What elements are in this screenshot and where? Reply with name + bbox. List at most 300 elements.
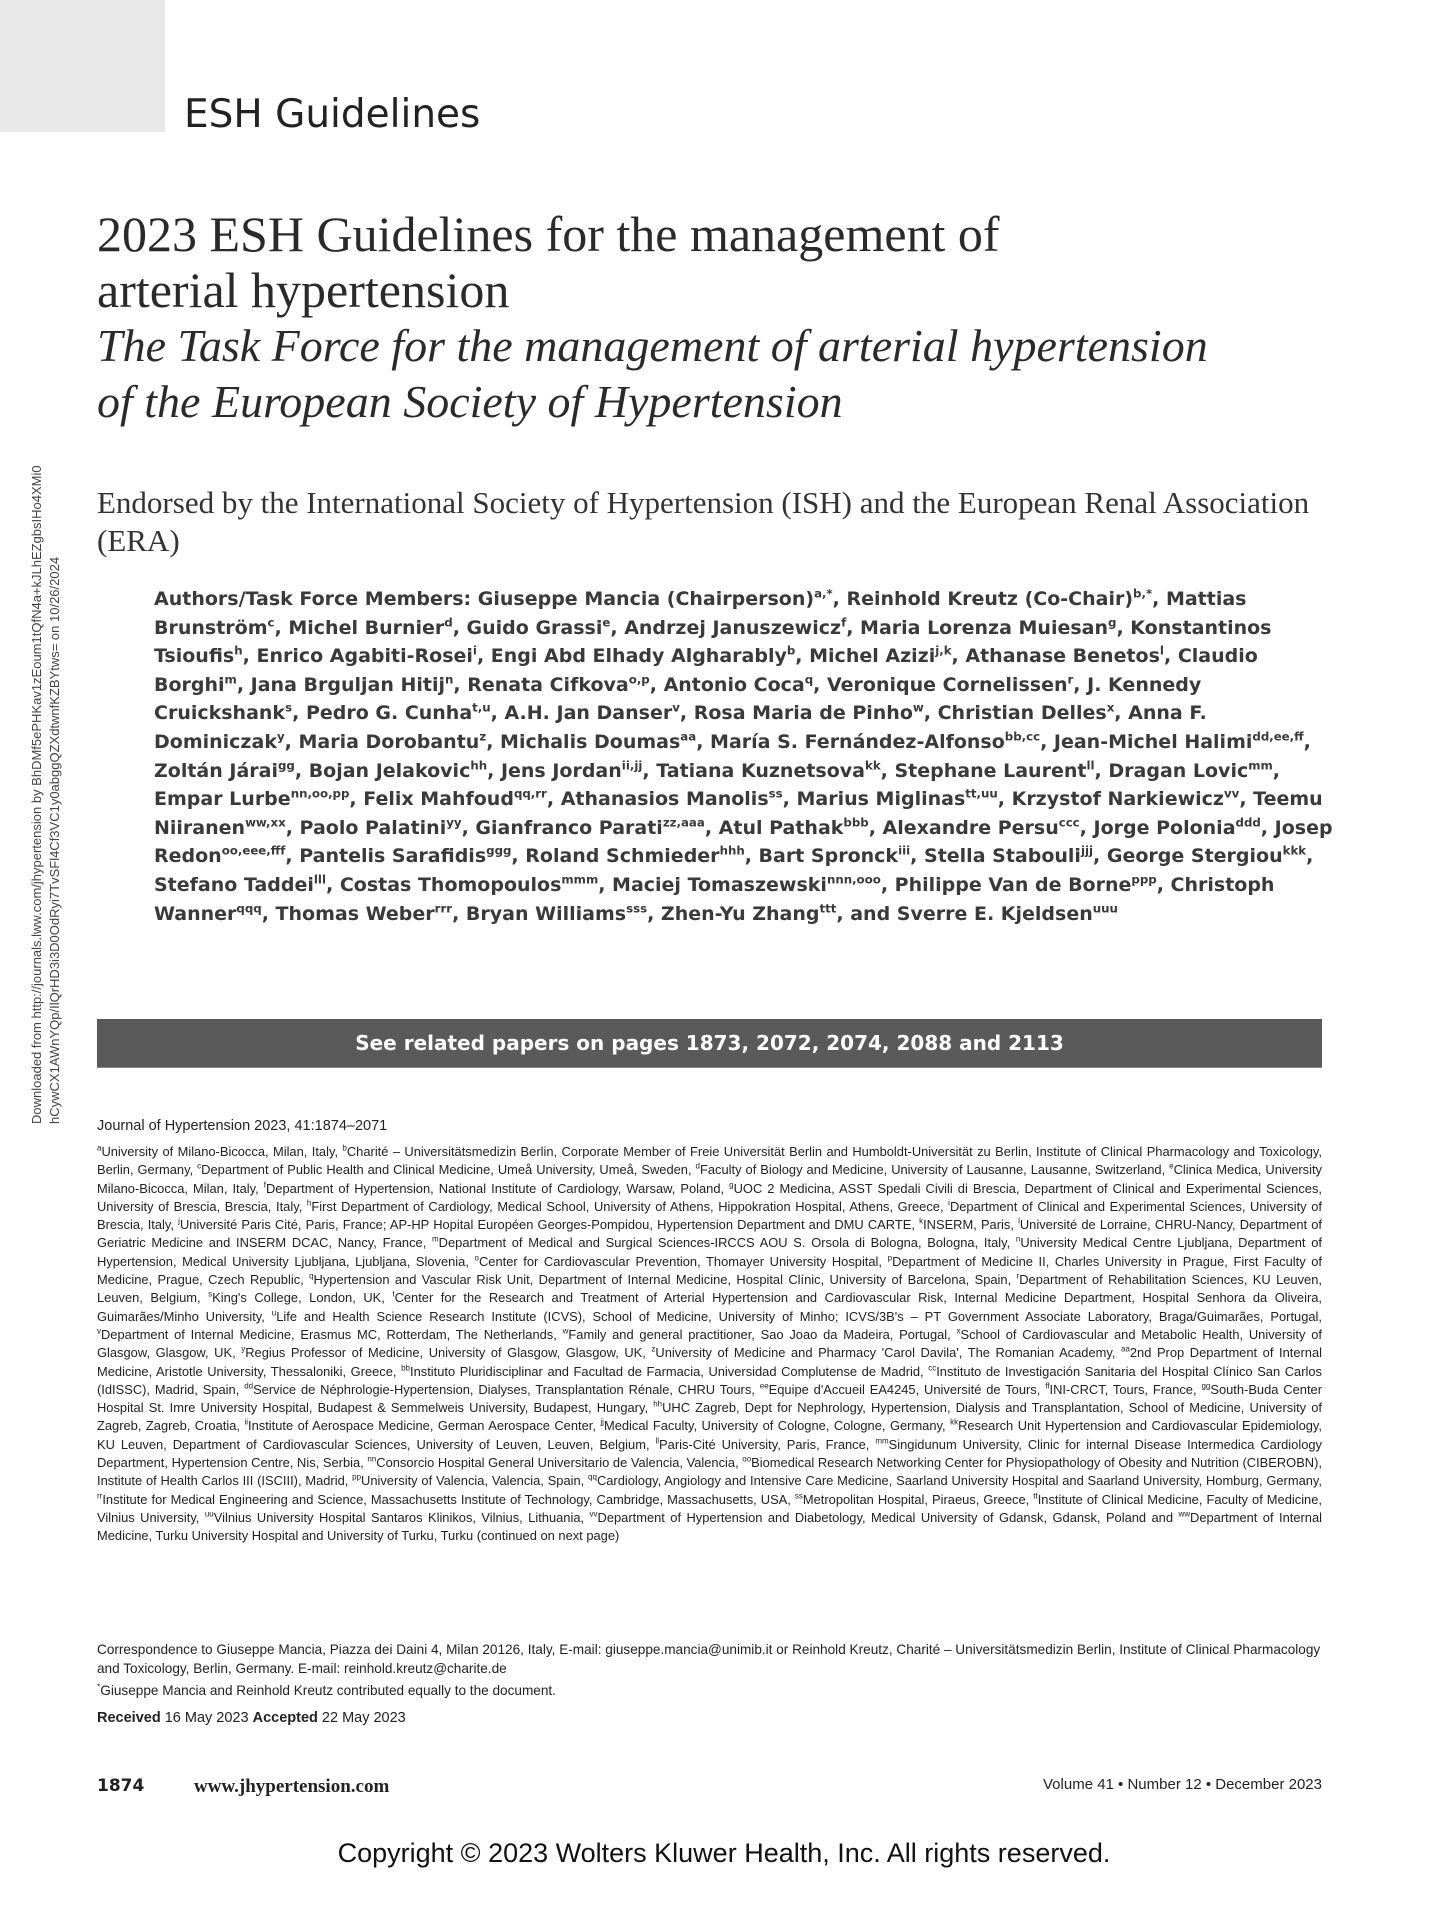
- affiliation-key: cc: [928, 1363, 937, 1373]
- author-entry: [1107, 845, 1306, 867]
- author-entry: [719, 817, 869, 839]
- author-entry: [154, 760, 295, 782]
- affiliation-text: UOC 2 Medicina, ASST Spedali Civili di Brescia, Department of Clinical and Experimental Sciences, University of Brescia, Brescia, Italy,: [97, 1180, 1322, 1214]
- author-name: Roland Schmieder: [525, 845, 720, 868]
- affiliations: [97, 1143, 1322, 1546]
- author-affiliation-marker: v: [672, 701, 680, 716]
- affiliation-entry: [97, 1327, 563, 1342]
- author-name: Costas Thomopoulos: [339, 873, 562, 896]
- author-affiliation-marker: q: [804, 672, 814, 687]
- author-entry: [846, 588, 1152, 610]
- affiliation-text: University of Milano-Bicocca, Milan, Italy,: [101, 1144, 343, 1159]
- affiliation-text: King's College, London, UK,: [212, 1290, 393, 1306]
- copyright-notice: Copyright © 2023 Wolters Kluwer Health, Inc. All rights reserved.: [337, 1838, 1111, 1868]
- affiliation-entry: [432, 1235, 1016, 1250]
- author-name: Empar Lurbe: [154, 788, 291, 811]
- affiliation-key: h: [306, 1198, 312, 1208]
- affiliation-entry: [401, 1364, 928, 1379]
- affiliation-entry: [651, 1345, 1121, 1360]
- author-affiliation-marker: iii: [898, 844, 911, 859]
- author-affiliation-marker: g: [1108, 615, 1117, 630]
- author-affiliation-marker: e: [602, 615, 611, 630]
- author-affiliation-marker: mm: [1248, 758, 1273, 773]
- author-name: Rosa Maria de Pinho: [693, 702, 913, 725]
- author-name: Teemu Niiranen: [154, 788, 1323, 839]
- author-entry: [938, 702, 1115, 724]
- affiliation-key: kk: [950, 1418, 959, 1428]
- author-affiliation-marker: r: [1067, 672, 1074, 687]
- author-affiliation-marker: w: [912, 701, 924, 716]
- received-accepted-dates: [97, 1710, 406, 1726]
- author-name: Michel Azizi: [809, 645, 936, 668]
- affiliation-key: k: [919, 1216, 924, 1226]
- affiliation-entry: [696, 1162, 1170, 1177]
- section-label: ESH Guidelines: [184, 92, 481, 137]
- author-entry: [883, 817, 1080, 839]
- author-name: Tatiana Kuznetsova: [656, 759, 865, 782]
- author-entry: [306, 702, 491, 724]
- author-entry: [299, 845, 511, 867]
- affiliation-key: z: [651, 1344, 656, 1354]
- accepted-date: 22 May 2023: [321, 1710, 406, 1726]
- author-affiliation-marker: yy: [446, 815, 462, 830]
- affiliation-text: Department of Rehabilitation Sciences, KU Leuven, Leuven, Belgium,: [97, 1272, 1322, 1306]
- author-affiliation-marker: z: [479, 729, 487, 744]
- received-date: 16 May 2023: [164, 1710, 249, 1726]
- equal-contribution-note: [97, 1683, 1322, 1698]
- affiliation-key: oo: [742, 1454, 752, 1464]
- affiliation-key: e: [1169, 1162, 1174, 1171]
- affiliation-text: INSERM, Paris,: [923, 1217, 1019, 1233]
- affiliation-text: Medical Faculty, University of Cologne, Cologne, Germany,: [603, 1418, 951, 1434]
- author-name: Bojan Jelakovic: [308, 759, 471, 782]
- page-footer: [97, 1776, 1322, 1800]
- divider: [97, 1067, 1322, 1068]
- author-affiliation-marker: c: [267, 615, 275, 630]
- received-label: Received: [97, 1710, 161, 1726]
- author-name: and Sverre E. Kjeldsen: [850, 902, 1093, 925]
- author-entry: [251, 674, 454, 696]
- author-affiliation-marker: ccc: [1058, 815, 1080, 830]
- author-entry: [276, 903, 453, 925]
- author-affiliation-marker: aa: [680, 729, 697, 744]
- affiliation-text: Equipe d'Accueil EA4245, Université de Tours,: [768, 1381, 1046, 1397]
- affiliation-text: Department of Hypertension and Diabetology, Medical University of Gdansk, Gdansk, Poland and: [597, 1509, 1179, 1525]
- accepted-label: Accepted: [252, 1710, 318, 1726]
- affiliation-key: aa: [1121, 1344, 1130, 1354]
- affiliation-key: tt: [1033, 1491, 1038, 1501]
- affiliation-key: mm: [875, 1436, 889, 1446]
- title-line-1: 2023 ESH Guidelines for the management of: [97, 206, 1000, 262]
- affiliation-key: j: [178, 1216, 180, 1226]
- author-entry: [895, 760, 1095, 782]
- author-entry: [363, 788, 547, 810]
- title-line-2: arterial hypertension: [97, 262, 510, 318]
- affiliation-key: l: [1018, 1216, 1020, 1226]
- affiliation-text: Université Paris Cité, Paris, France; AP-HP Hopital Européen Georges-Pompidou, Hypertension Department and DMU CARTE,: [179, 1217, 920, 1233]
- author-affiliation-marker: j,k: [935, 643, 952, 658]
- affiliation-entry: [795, 1492, 1033, 1507]
- affiliation-key: ss: [794, 1491, 803, 1501]
- author-name: Anna F. Dominiczak: [154, 702, 1207, 753]
- author-affiliation-marker: f: [841, 615, 847, 630]
- author-affiliation-marker: m: [224, 672, 237, 687]
- author-entry: [154, 874, 326, 896]
- author-entry: [561, 788, 783, 810]
- author-affiliation-marker: bbb: [843, 815, 869, 830]
- affiliation-text: Department of Internal Medicine, Turku University Hospital and University of Turku, Turku (continued on next page): [97, 1509, 1322, 1544]
- affiliation-key: i: [948, 1198, 950, 1208]
- author-entry: [1108, 760, 1272, 782]
- affiliation-key: qq: [588, 1473, 597, 1483]
- affiliation-entry: [352, 1473, 588, 1488]
- affiliation-key: b: [342, 1143, 347, 1153]
- affiliation-text: Instituto Pluridisciplinar and Facultad de Farmacia, Universidad Complutense de Madrid,: [410, 1363, 929, 1379]
- author-affiliation-marker: vv: [1223, 786, 1240, 801]
- download-note-line-1: Downloaded from http://journals.lww.com/jhypertension by BhDMf5ePHKav1zEoum1tQfN4a+kJLhEZgbsIHo4XMi0: [29, 465, 44, 1124]
- affiliation-text: Hypertension and Vascular Risk Unit, Department of Internal Medicine, Hospital Clínic, University of Barcelona, Spain,: [313, 1272, 1017, 1288]
- affiliation-entry: [205, 1510, 590, 1525]
- author-name: Mattias Brunström: [154, 588, 1247, 639]
- affiliation-key: nn: [367, 1454, 377, 1464]
- author-name: Zhen-Yu Zhang: [660, 902, 820, 925]
- author-name: Pedro G. Cunha: [305, 702, 473, 725]
- author-affiliation-marker: x: [1106, 701, 1115, 716]
- author-name: Reinhold Kreutz (Co-Chair): [846, 588, 1134, 610]
- author-name: Stefano Taddei: [154, 873, 314, 896]
- author-affiliation-marker: rrr: [434, 901, 453, 916]
- affiliation-key: a: [97, 1143, 102, 1153]
- author-name: Josep Redon: [154, 816, 1333, 868]
- affiliation-key: gg: [1201, 1381, 1211, 1391]
- affiliation-entry: [264, 1181, 729, 1196]
- author-affiliation-marker: jjj: [1080, 844, 1094, 859]
- affiliation-key: s: [208, 1290, 213, 1300]
- affiliation-entry: [655, 1437, 875, 1452]
- affiliation-text: School of Cardiovascular and Metabolic Health, University of Glasgow, Glasgow, UK,: [97, 1326, 1322, 1361]
- author-entry: [525, 845, 744, 867]
- affiliation-text: Consorcio Hospital General Universitario de Valencia, Valencia,: [376, 1455, 743, 1471]
- author-name: María S. Fernández-Alfonso: [710, 730, 1005, 753]
- author-name: Maria Dorobantu: [298, 730, 480, 753]
- author-entry: [1054, 731, 1304, 753]
- author-entry: [797, 788, 998, 810]
- corner-block: [0, 0, 165, 132]
- article-title: [97, 206, 1337, 430]
- author-name: Bryan Williams: [465, 902, 627, 925]
- author-entry: [759, 845, 911, 867]
- download-note: [28, 324, 64, 1124]
- author-affiliation-marker: nnn,ooo: [826, 872, 881, 887]
- author-name: Veronique Cornelissen: [827, 673, 1068, 696]
- affiliation-text: Service de Néphrologie-Hypertension, Dialyses, Transplantation Rénale, CHRU Tours,: [253, 1381, 760, 1397]
- author-list: [154, 585, 1344, 928]
- affiliation-entry: [919, 1217, 1018, 1232]
- author-affiliation-marker: ww,xx: [245, 815, 286, 830]
- author-affiliation-marker: kk: [865, 758, 881, 773]
- subtitle-line-1: The Task Force for the management of arterial hypertension: [97, 320, 1208, 371]
- author-name: Maciej Tomaszewski: [612, 873, 827, 896]
- affiliation-entry: [563, 1327, 957, 1342]
- affiliation-entry: [367, 1455, 742, 1470]
- affiliation-key: q: [309, 1271, 314, 1281]
- author-name: Gianfranco Parati: [475, 816, 663, 839]
- affiliation-key: u: [271, 1308, 277, 1318]
- affiliation-text: Vilnius University Hospital Santaros Klinikos, Vilnius, Lithuania,: [213, 1509, 590, 1525]
- author-entry: [298, 731, 486, 753]
- author-name: Enrico Agabiti-Rosei: [256, 645, 473, 668]
- author-entry: [309, 760, 487, 782]
- author-name: Atul Pathak: [718, 816, 844, 839]
- author-affiliation-marker: hh: [470, 758, 488, 773]
- author-entry: [1094, 817, 1261, 839]
- correspondence: Correspondence to Giuseppe Mancia, Piazza dei Daini 4, Milan 20126, Italy, E-mail: giuseppe.mancia@unimib.it or Reinhold Kreutz, Charité – Universitätsmedizin Berlin, Institute of Clinical Pharmacology and Toxicology, Berlin, Germany. E-mail: reinhold.kreutz@charite.de: [97, 1642, 1321, 1676]
- affiliation-key: ll: [655, 1436, 660, 1446]
- affiliation-text: Center for the Research and Treatment of Arterial Hypertension and Cardiovascular Risk, Internal Medicine Department, Hospital Senhora da Oliveira, Guimarães/Minho University,: [97, 1290, 1322, 1324]
- affiliation-key: v: [97, 1326, 101, 1336]
- affiliation-text: First Department of Cardiology, Medical School, University of Athens, Hippokration Hospital, Athens, Greece,: [311, 1198, 949, 1214]
- author-entry: [288, 617, 452, 639]
- endorsement: Endorsed by the International Society of Hypertension (ISH) and the European Renal Association (ERA): [97, 485, 1310, 558]
- author-name: Jana Brguljan Hitij: [250, 673, 445, 696]
- author-name: Michel Burnier: [288, 616, 445, 639]
- affiliation-entry: [97, 1492, 795, 1507]
- author-entry: [505, 702, 680, 724]
- author-entry: [478, 588, 833, 610]
- author-name: Andrzej Januszewicz: [624, 616, 842, 639]
- affiliation-key: pp: [352, 1473, 362, 1483]
- equal-contribution-text: Giuseppe Mancia and Reinhold Kreutz contributed equally to the document.: [100, 1683, 556, 1698]
- download-note-line-2: hCywCX1AWnYQp/IlQrHD3i3D0OdRyi7TvSFl4Cf3VC1y0abggQZXdtwnfKZBYtws= on 10/26/2024: [47, 556, 62, 1124]
- affiliation-entry: [309, 1272, 1016, 1287]
- author-affiliation-marker: ii,jj: [621, 758, 643, 773]
- author-name: Zoltán Járai: [154, 759, 278, 782]
- author-entry: [809, 645, 951, 667]
- affiliation-entry: [178, 1217, 919, 1232]
- author-affiliation-marker: ttt: [819, 901, 837, 916]
- affiliation-text: Paris-Cité University, Paris, France,: [659, 1436, 876, 1452]
- affiliation-key: ff: [1045, 1381, 1050, 1391]
- author-names: Giuseppe Mancia (Chairperson)$^{a,*}$, Reinhold Kreutz (Co-Chair)$^{b,*}$, Mattias Brunström$^c$, Michel Burnier$^d$, Guido Grassi$^e$, Andrzej Januszewicz$^f$, Maria Lorenza Muiesan$^g$, Konstantinos Tsioufis$^h$, Enrico Agabiti-Rosei$^i$, Engi Abd Elhady Algharably$^b$, Michel Azizi$^{j,k}$, Athanase Benetos$^l$, Claudio Borghi$^m$, Jana Brguljan Hitij$^n$, Renata Cifkova$^{o,p}$, Antonio Coca$^q$, Veronique Cornelissen$^r$, J. Kennedy Cruickshank$^s$, Pedro G. Cunha$^{t,u}$, A.H. Jan Danser$^v$, Rosa Maria de Pinho$^w$, Christian Delles$^x$, Anna F. Dominiczak$^y$, Maria Dorobantu$^z$, Michalis Doumas$^{aa}$, María S. Fernández-Alfonso$^{bb,cc}$, Jean-Michel Halimi$^{dd,ee,ff}$, Zoltán Járai$^{gg}$, Bojan Jelakovic$^{hh}$, Jens Jordan$^{ii,jj}$, Tatiana Kuznetsova$^{kk}$, Stephane Laurent$^{ll}$, Dragan Lovic$^{mm}$, Empar Lurbe$^{nn,oo,pp}$, Felix Mahfoud$^{qq,rr}$, Athanasios Manolis$^{ss}$, Marius Miglinas$^{tt,uu}$, Krzystof Narkiewicz$^{vv}$, Teemu Niiranen$^{ww,xx}$, Paolo Palatini$^{yy}$, Gianfranco Parati$^{zz,aaa}$, Atul Pathak$^{bbb}$, Alexandre Persu$^{ccc}$, Jorge Polonia$^{ddd}$, Josep Redon$^{oo,eee,fff}$, Pantelis Sarafidis$^{ggg}$, Roland Schmieder$^{hhh}$, Bart Spronck$^{iii}$, Stella Stabouli$^{jjj}$, George Stergiou$^{kkk}$, Stefano Taddei$^{lll}$, Costas Thomopoulos$^{mmm}$, Maciej Tomaszewski$^{nnn,ooo}$, Philippe Van de Borne$^{ppp}$, Christoph Wanner$^{qqq}$, Thomas Weber$^{rrr}$, Bryan Williams$^{sss}$, Zhen-Yu Zhang$^{ttt}$, and Sverre E. Kjeldsen$^{uuu}$: [154, 586, 1333, 925]
- affiliation-text: Life and Health Science Research Institute (ICVS), School of Medicine, University of Minho; ICVS/3B's – PT Government Associate Laboratory, Braga/Guimarães, Portugal,: [276, 1308, 1322, 1324]
- author-affiliation-marker: qq,rr: [513, 786, 547, 801]
- affiliation-text: INI-CRCT, Tours, France,: [1049, 1381, 1202, 1397]
- author-name: George Stergiou: [1106, 845, 1283, 868]
- affiliation-entry: [97, 1144, 342, 1159]
- author-name: Christian Delles: [937, 702, 1107, 725]
- author-entry: [664, 674, 814, 696]
- author-name: Jorge Polonia: [1093, 816, 1236, 839]
- author-name: Athanase Benetos: [965, 645, 1160, 668]
- author-affiliation-marker: bb,cc: [1004, 729, 1041, 744]
- related-papers-text: See related papers on pages 1873, 2072, 2074, 2088 and 2113: [355, 1031, 1064, 1055]
- affiliation-entry: [588, 1473, 1322, 1488]
- author-affiliation-marker: ddd: [1235, 815, 1261, 830]
- affiliation-key: r: [1016, 1271, 1020, 1281]
- affiliation-text: Université de Lorraine, CHRU-Nancy, Department of Geriatric Medicine and INSERM DCAC, Nancy, France,: [97, 1217, 1322, 1251]
- author-affiliation-marker: t,u: [472, 701, 491, 716]
- author-name: A.H. Jan Danser: [504, 702, 673, 725]
- affiliation-text: Regius Professor of Medicine, University of Glasgow, Glasgow, UK,: [245, 1345, 652, 1361]
- affiliation-key: y: [241, 1344, 246, 1354]
- affiliation-entry: [1045, 1382, 1201, 1397]
- affiliation-entry: [272, 1309, 1322, 1324]
- issue-info: Volume 41 • Number 12 • December 2023: [1043, 1776, 1322, 1793]
- affiliation-entry: [244, 1382, 760, 1397]
- author-entry: [624, 617, 846, 639]
- author-entry: [656, 760, 880, 782]
- author-name: Bart Spronck: [758, 845, 899, 868]
- author-entry: [850, 903, 1118, 925]
- author-entry: [501, 760, 642, 782]
- affiliation-key: f: [263, 1180, 266, 1190]
- author-name: Jens Jordan: [500, 759, 622, 782]
- affiliation-key: jj: [600, 1418, 604, 1428]
- author-entry: [1012, 788, 1240, 810]
- author-name: Stephane Laurent: [894, 759, 1087, 782]
- affiliation-text: Department of Clinical and Experimental Sciences, University of Brescia, Italy,: [97, 1198, 1323, 1233]
- author-affiliation-marker: y: [276, 729, 285, 744]
- author-affiliation-marker: o,p: [628, 672, 650, 687]
- author-name: Felix Mahfoud: [363, 788, 514, 811]
- affiliation-key: o: [474, 1253, 479, 1263]
- author-entry: [694, 702, 924, 724]
- author-name: Christoph Wanner: [154, 873, 1275, 925]
- affiliation-key: p: [887, 1253, 893, 1263]
- author-name: Dragan Lovic: [1108, 759, 1249, 782]
- affiliation-text: University of Medicine and Pharmacy 'Carol Davila', The Romanian Academy,: [655, 1345, 1121, 1361]
- affiliation-key: hh: [653, 1399, 663, 1409]
- author-affiliation-marker: mmm: [561, 872, 599, 887]
- affiliation-key: m: [432, 1235, 439, 1245]
- affiliation-key: bb: [401, 1363, 410, 1373]
- journal-website-link[interactable]: www.jhypertension.com: [194, 1776, 390, 1797]
- equal-contribution-marker: *: [97, 1681, 101, 1692]
- affiliation-text: Department of Medical and Surgical Sciences-IRCCS AOU S. Orsola di Bologna, Bologna, Italy,: [438, 1235, 1016, 1251]
- author-entry: [965, 645, 1164, 667]
- affiliation-key: dd: [244, 1381, 254, 1391]
- affiliation-key: ii: [244, 1418, 248, 1428]
- author-name: Michalis Doumas: [500, 730, 681, 753]
- affiliation-text: Department of Internal Medicine, Erasmus MC, Rotterdam, The Netherlands,: [101, 1326, 563, 1342]
- author-name: Jean-Michel Halimi: [1053, 730, 1253, 753]
- affiliation-text: Research Unit Hypertension and Cardiovascular Epidemiology, KU Leuven, Department of Cardiovascular Sciences, University of Leuven, Leuven, Belgium,: [97, 1418, 1323, 1452]
- affiliation-key: g: [729, 1180, 734, 1190]
- affiliation-entry: [307, 1199, 948, 1214]
- affiliation-text: Institute for Medical Engineering and Science, Massachusetts Institute of Technology, Cambridge, Massachusetts, USA,: [102, 1491, 795, 1507]
- author-name: Claudio Borghi: [154, 645, 1258, 696]
- affiliation-key: c: [197, 1162, 202, 1171]
- author-name: Konstantinos Tsioufis: [154, 616, 1272, 668]
- author-affiliation-marker: uuu: [1092, 901, 1118, 916]
- author-entry: [154, 788, 349, 810]
- author-affiliation-marker: i: [472, 643, 477, 658]
- author-entry: [467, 617, 611, 639]
- author-name: Athanasios Manolis: [560, 788, 769, 811]
- author-name: Marius Miglinas: [796, 788, 966, 811]
- affiliation-key: vv: [589, 1509, 598, 1519]
- author-entry: [661, 903, 836, 925]
- author-affiliation-marker: gg: [277, 758, 295, 773]
- author-name: Maria Lorenza Muiesan: [860, 616, 1109, 639]
- affiliation-text: Biomedical Research Networking Center for Physiopathology of Obesity and Nutrition (CIBEROBN), Institute of Health Carlos III (ISCIII), Madrid,: [97, 1455, 1322, 1489]
- affiliation-key: t: [392, 1290, 395, 1300]
- author-affiliation-marker: dd,ee,ff: [1252, 729, 1304, 744]
- author-affiliation-marker: a,*: [814, 586, 833, 601]
- author-entry: [300, 817, 462, 839]
- author-affiliation-marker: h: [234, 643, 243, 658]
- author-affiliation-marker: kkk: [1282, 844, 1307, 859]
- author-name: Alexandre Persu: [882, 816, 1059, 839]
- author-entry: [924, 845, 1093, 867]
- author-affiliation-marker: nn,oo,pp: [290, 786, 350, 801]
- author-affiliation-marker: b: [786, 643, 796, 658]
- author-affiliation-marker: ll: [1086, 758, 1095, 773]
- author-affiliation-marker: ppp: [1131, 872, 1157, 887]
- author-affiliation-marker: oo,eee,fff: [221, 844, 286, 859]
- author-entry: [827, 674, 1073, 696]
- author-affiliation-marker: l: [1159, 643, 1164, 658]
- affiliation-key: uu: [204, 1509, 214, 1519]
- author-entry: [475, 817, 704, 839]
- affiliation-text: Faculty of Biology and Medicine, University of Lausanne, Lausanne, Switzerland,: [699, 1162, 1170, 1178]
- affiliation-text: Department of Public Health and Clinical Medicine, Umeå University, Umeå, Sweden,: [201, 1162, 696, 1178]
- author-name: Engi Abd Elhady Algharably: [490, 645, 787, 668]
- author-entry: [612, 874, 881, 896]
- author-entry: [256, 645, 476, 667]
- author-name: J. Kennedy Cruickshank: [154, 673, 1202, 725]
- affiliation-entry: [241, 1345, 651, 1360]
- author-affiliation-marker: n: [445, 672, 454, 687]
- affiliation-entry: [197, 1162, 695, 1177]
- author-name: Antonio Coca: [663, 673, 805, 696]
- affiliation-text: Family and general practitioner, Sao Joao da Madeira, Portugal,: [568, 1326, 957, 1342]
- author-entry: [500, 731, 696, 753]
- author-name: Pantelis Sarafidis: [299, 845, 487, 868]
- author-name: Giuseppe Mancia (Chairperson): [477, 588, 815, 610]
- affiliation-text: Institute of Clinical Medicine, Faculty of Medicine, Vilnius University,: [97, 1491, 1322, 1525]
- author-name: Renata Cifkova: [467, 673, 629, 696]
- affiliation-key: ww: [1178, 1509, 1191, 1519]
- author-entry: [710, 731, 1040, 753]
- affiliation-text: UHC Zagreb, Dept for Nephrology, Hypertension, Dialysis and Transplantation, School of Medicine, University of Zagreb, Zagreb, Croatia,: [97, 1400, 1323, 1434]
- author-name: Thomas Weber: [275, 902, 435, 925]
- author-name: Paolo Palatini: [299, 816, 447, 839]
- author-name: Philippe Van de Borne: [894, 873, 1132, 896]
- author-affiliation-marker: lll: [313, 872, 326, 887]
- affiliation-text: Instituto de Investigación Sanitaria del Hospital Clínico San Carlos (IdISSC), Madrid, Spain,: [97, 1363, 1322, 1397]
- affiliation-text: Clinica Medica, University Milano-Bicocca, Milan, Italy,: [97, 1162, 1323, 1196]
- affiliation-text: Charité – Universitätsmedizin Berlin, Corporate Member of Freie Universität Berlin and Humboldt-Universität zu Berlin, Institute of Clinical Pharmacology and Toxicology, Berlin, Germany,: [97, 1144, 1322, 1178]
- author-entry: [466, 903, 647, 925]
- affiliation-key: d: [695, 1162, 700, 1171]
- affiliation-key: ee: [759, 1381, 769, 1391]
- affiliation-text: Metropolitan Hospital, Piraeus, Greece,: [802, 1491, 1034, 1507]
- affiliation-key: rr: [97, 1491, 103, 1501]
- affiliation-text: Department of Hypertension, National Institute of Cardiology, Warsaw, Poland,: [266, 1180, 730, 1196]
- affiliation-text: Center for Cardiovascular Prevention, Thomayer University Hospital,: [478, 1253, 888, 1269]
- related-papers-banner: [97, 1019, 1322, 1067]
- affiliation-key: n: [1015, 1235, 1021, 1245]
- affiliation-text: Institute of Aerospace Medicine, German Aerospace Center,: [248, 1418, 601, 1434]
- author-affiliation-marker: zz,aaa: [662, 815, 705, 830]
- affiliation-entry: [208, 1290, 395, 1306]
- affiliation-key: x: [956, 1326, 961, 1336]
- journal-citation: Journal of Hypertension 2023, 41:1874–2071: [97, 1118, 388, 1134]
- affiliation-text: University Medical Centre Ljubljana, Department of Hypertension, Medical University Ljubljana, Ljubljana, Slovenia,: [97, 1235, 1322, 1269]
- author-affiliation-marker: ggg: [486, 844, 512, 859]
- authors-prefix: Authors/Task Force Members:: [154, 588, 478, 610]
